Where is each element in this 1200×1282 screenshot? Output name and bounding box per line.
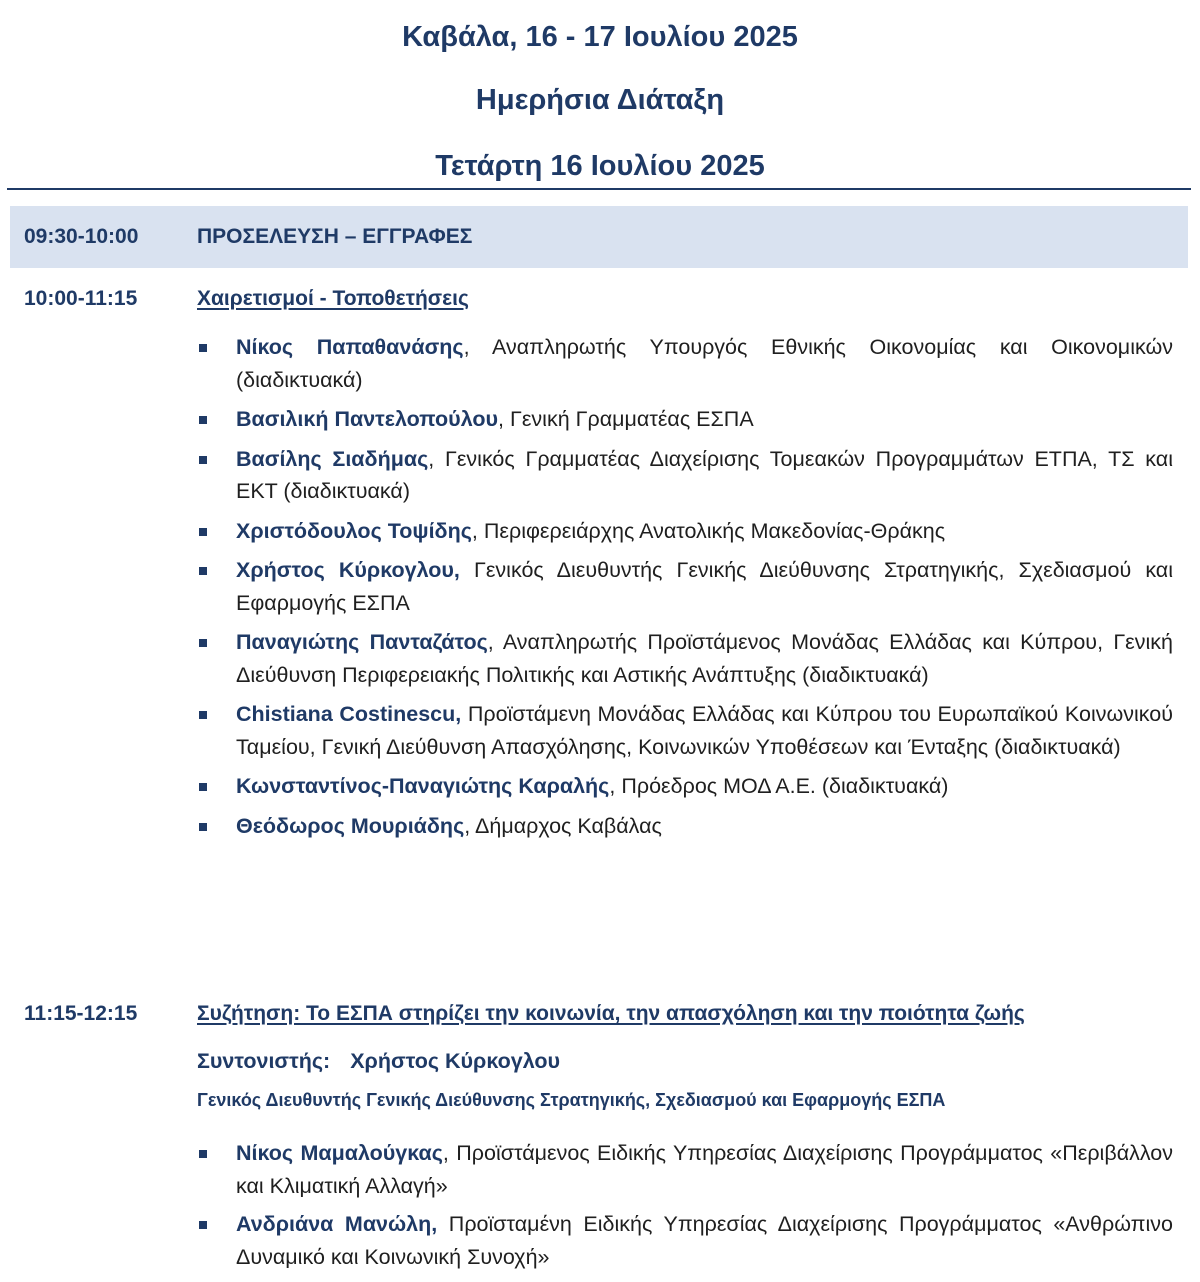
location-date-title: Καβάλα, 16 - 17 Ιουλίου 2025 <box>402 21 798 53</box>
speaker-name: Νίκος Παπαθανάσης <box>236 335 464 359</box>
speaker-separator: , <box>428 446 445 471</box>
square-bullet-icon <box>199 456 207 464</box>
speaker-separator: , <box>471 518 484 543</box>
moderator-row <box>197 1046 560 1076</box>
square-bullet-icon <box>199 344 207 352</box>
speaker-role: Προϊσταμένη Ειδικής Υπηρεσίας Διαχείρισης Προγράμματος «Ανθρώπινο Δυναμικό και Κοινωνική Συνοχή» <box>236 1212 1173 1269</box>
speaker-separator: , <box>464 813 476 838</box>
registration-band <box>10 206 1188 268</box>
session-time: 09:30-10:00 <box>24 225 139 248</box>
speaker-item <box>197 626 1173 691</box>
square-bullet-icon <box>199 1221 207 1229</box>
session-time: 11:15-12:15 <box>24 1002 138 1025</box>
moderator-name: Χρήστος Κύρκογλου <box>350 1049 561 1073</box>
speaker-role: Αναπληρωτής Προϊστάμενος Μονάδας Ελλάδας και Κύπρου, Γενική Διεύθυνση Περιφερειακής Πολιτικής και Αστικής Ανάπτυξης (διαδικτυακά) <box>236 630 1173 687</box>
square-bullet-icon <box>199 416 207 424</box>
square-bullet-icon <box>199 567 207 575</box>
agenda-title: Ημερήσια Διάταξη <box>475 84 725 116</box>
speaker-item <box>197 810 1173 843</box>
speaker-item <box>197 443 1173 508</box>
speaker-item <box>197 403 1173 436</box>
day-title: Τετάρτη 16 Ιουλίου 2025 <box>435 150 765 182</box>
square-bullet-icon <box>199 639 207 647</box>
speaker-item <box>197 1208 1173 1273</box>
speaker-item <box>197 331 1173 396</box>
speaker-name: Χριστόδουλος Τοψίδης <box>236 518 472 543</box>
speaker-separator: , <box>498 407 510 431</box>
speaker-role: Πρόεδρος ΜΟΔ Α.Ε. (διαδικτυακά) <box>621 774 949 798</box>
speaker-separator <box>461 702 468 726</box>
speaker-role: Δήμαρχος Καβάλας <box>475 813 662 838</box>
square-bullet-icon <box>199 783 207 791</box>
square-bullet-icon <box>199 823 207 831</box>
speaker-separator: , <box>442 1141 457 1165</box>
speaker-role: Προϊστάμενος Ειδικής Υπηρεσίας Διαχείρισης Προγράμματος «Περιβάλλον και Κλιματική Αλλαγή» <box>236 1141 1174 1198</box>
speaker-name: Χρήστος Κύρκογλου, <box>236 558 460 582</box>
speaker-separator: , <box>609 774 622 798</box>
speaker-role: Αναπληρωτής Υπουργός Εθνικής Οικονομίας και Οικονομικών (διαδικτυακά) <box>236 335 1173 392</box>
speaker-name: Κωνσταντίνος-Παναγιώτης Καραλής <box>236 774 610 798</box>
session-title: Χαιρετισμοί - Τοποθετήσεις <box>197 287 469 310</box>
moderator-role: Γενικός Διευθυντής Γενικής Διεύθυνσης Στρατηγικής, Σχεδιασμού και Εφαρμογής ΕΣΠΑ <box>197 1090 946 1110</box>
speaker-name: Παναγιώτης Πανταζάτος <box>236 630 488 654</box>
square-bullet-icon <box>199 711 207 719</box>
speaker-item <box>197 770 1173 803</box>
speaker-role: Περιφερειάρχης Ανατολικής Μακεδονίας-Θράκης <box>483 518 946 543</box>
speaker-separator <box>460 558 474 582</box>
speaker-role: Προϊστάμενη Μονάδας Ελλάδας και Κύπρου του Ευρωπαϊκού Κοινωνικού Ταμείου, Γενική Διεύθυνση Απασχόλησης, Κοινωνικών Υποθέσεων και Ένταξης (διαδικτυακά) <box>236 702 1173 759</box>
speaker-separator: , <box>463 335 493 359</box>
speaker-name: Ανδριάνα Μανώλη, <box>236 1212 438 1236</box>
speaker-name: Θεόδωρος Μουριάδης <box>236 813 465 838</box>
speaker-item <box>197 698 1173 763</box>
square-bullet-icon <box>199 528 207 536</box>
speaker-role: Γενική Γραμματέας ΕΣΠΑ <box>509 407 754 431</box>
speaker-list <box>197 1137 1173 1279</box>
speaker-item <box>197 1137 1173 1202</box>
speaker-separator: , <box>487 630 503 654</box>
speaker-name: Νίκος Μαμαλούγκας <box>236 1141 443 1165</box>
speaker-name: Chistiana Costinescu, <box>236 702 462 726</box>
session-title: ΠΡΟΣΕΛΕΥΣΗ – ΕΓΓΡΑΦΕΣ <box>197 225 473 248</box>
square-bullet-icon <box>199 1150 207 1158</box>
speaker-name: Βασίλης Σιαδήμας <box>236 446 429 471</box>
speaker-name: Βασιλική Παντελοπούλου <box>236 407 499 431</box>
moderator-label: Συντονιστής: <box>197 1049 331 1073</box>
session-title: Συζήτηση: Το ΕΣΠΑ στηρίζει την κοινωνία, την απασχόληση και την ποιότητα ζωής <box>197 1002 1025 1025</box>
header-divider <box>7 188 1191 190</box>
speaker-role: Γενικός Διευθυντής Γενικής Διεύθυνσης Στρατηγικής, Σχεδιασμού και Εφαρμογής ΕΣΠΑ <box>236 558 1174 615</box>
speaker-item <box>197 515 1173 548</box>
speaker-item <box>197 554 1173 619</box>
speaker-role: Γενικός Γραμματέας Διαχείρισης Τομεακών Προγραμμάτων ΕΤΠΑ, ΤΣ και ΕΚΤ (διαδικτυακά) <box>236 446 1173 503</box>
speaker-list <box>197 331 1173 849</box>
session-time: 10:00-11:15 <box>24 287 138 310</box>
speaker-separator <box>437 1212 449 1236</box>
